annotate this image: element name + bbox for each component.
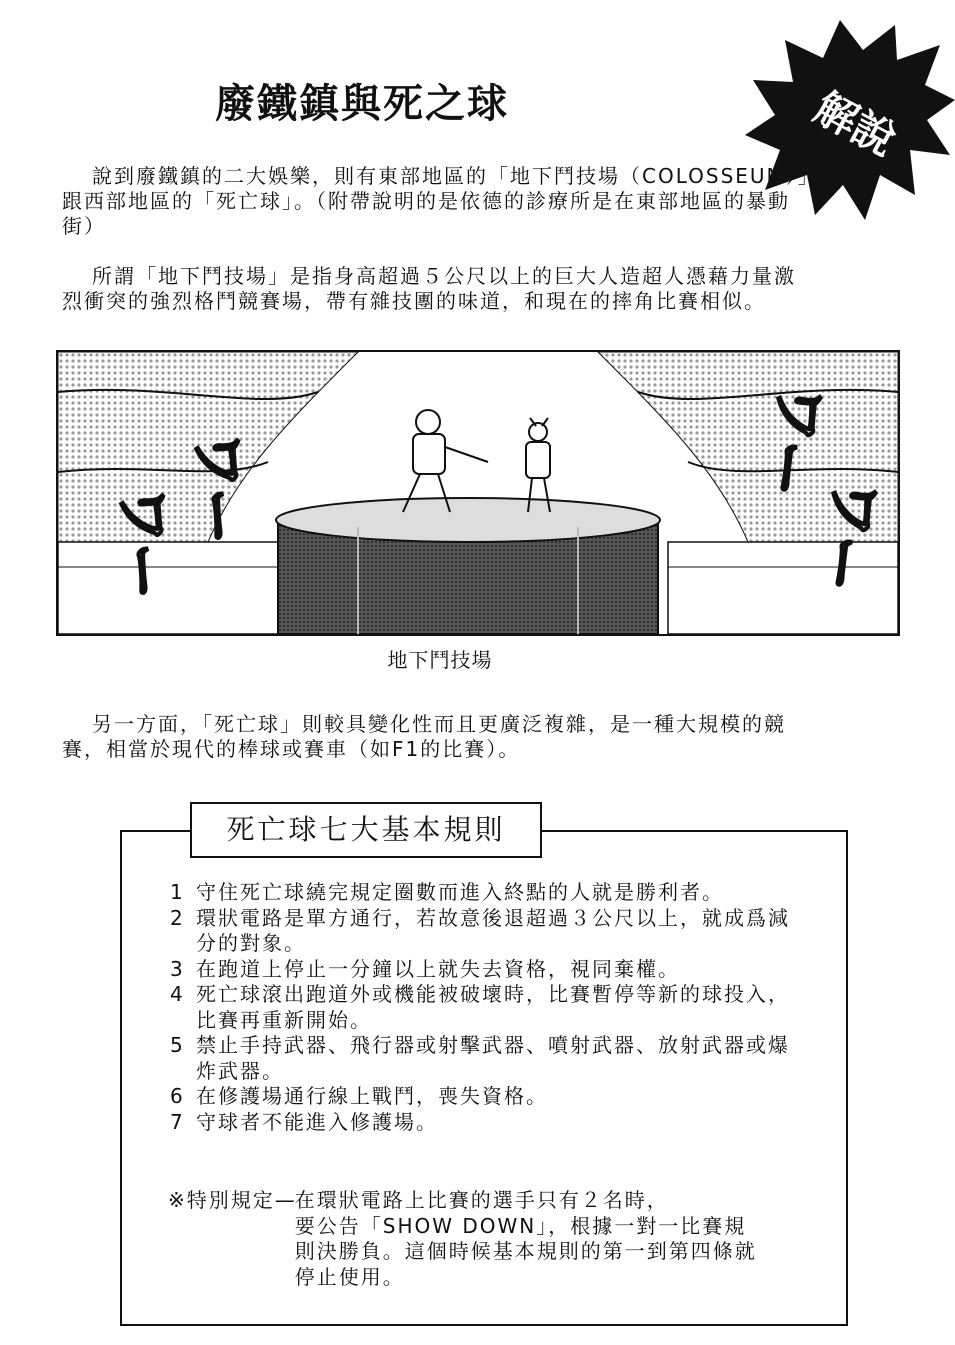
fighter-right bbox=[526, 418, 550, 512]
rule-number: 6 bbox=[170, 1084, 185, 1108]
rule-number: 2 bbox=[170, 905, 185, 930]
rule-item bbox=[170, 880, 810, 906]
rule-text: 環狀電路是單方通行，若故意後退超過３公尺以上，就成爲減分的對象。 bbox=[196, 905, 790, 955]
rule-item bbox=[170, 982, 810, 1033]
deathball-paragraph bbox=[62, 712, 812, 762]
rule-text: 禁止手持武器、飛行器或射擊武器、噴射武器、放射武器或爆炸武器。 bbox=[196, 1033, 790, 1083]
rule-item bbox=[170, 1033, 810, 1084]
special-rule-label: ※特別規定— bbox=[168, 1188, 297, 1212]
sfx-left-1: ワー bbox=[184, 432, 249, 544]
rule-text: 在修護場通行線上戰鬥，喪失資格。 bbox=[196, 1084, 548, 1108]
rule-item bbox=[170, 1084, 810, 1110]
page-title: 廢鐵鎮與死之球 bbox=[215, 81, 509, 127]
rule-number: 4 bbox=[170, 982, 185, 1006]
intro-paragraph-text: 說到廢鐵鎮的二大娛樂，則有東部地區的「地下鬥技場（COLOSSEUM）」跟西部地區的「死亡球」。（附帶說明的是依德的診療所是在東部地區的暴動街） bbox=[62, 164, 810, 238]
illustration-caption: 地下鬥技場 bbox=[387, 648, 493, 672]
special-rule-body bbox=[295, 1188, 765, 1290]
rule-text: 在跑道上停止一分鐘以上就失去資格，視同棄權。 bbox=[196, 956, 680, 981]
rule-item bbox=[170, 1110, 810, 1136]
deathball-paragraph-text: 另一方面，「死亡球」則較具變化性而且更廣泛複雜，是一種大規模的競賽，相當於現代的棒球或賽車（如F1的比賽）。 bbox=[62, 712, 786, 761]
rules-title: 死亡球七大基本規則 bbox=[190, 802, 542, 858]
rule-text: 守住死亡球繞完規定圈數而進入終點的人就是勝利者。 bbox=[196, 880, 724, 904]
tower-top bbox=[276, 498, 660, 542]
rule-item bbox=[170, 906, 810, 957]
badge-text: 解說 bbox=[806, 82, 904, 166]
colosseum-paragraph-text: 所謂「地下鬥技場」是指身高超過５公尺以上的巨大人造超人憑藉力量激烈衝突的強烈格鬥競賽場，帶有雜技團的味道，和現在的摔角比賽相似。 bbox=[62, 264, 796, 313]
sfx-left-2: ワー bbox=[109, 487, 174, 599]
rule-number: 7 bbox=[170, 1109, 185, 1134]
rule-text: 死亡球滾出跑道外或機能被破壞時，比賽暫停等新的球投入，比賽再重新開始。 bbox=[196, 982, 790, 1032]
colosseum-illustration bbox=[56, 350, 900, 636]
rule-item bbox=[170, 957, 810, 983]
rule-number: 3 bbox=[170, 956, 185, 981]
fighter-left bbox=[403, 410, 488, 512]
intro-paragraph bbox=[62, 164, 812, 239]
rule-text: 守球者不能進入修護場。 bbox=[196, 1109, 438, 1134]
special-rule-rest: 要公告「SHOW DOWN」，根據一對一比賽規則決勝負。這個時候基本規則的第一到第四條就停止使用。 bbox=[294, 1213, 757, 1289]
special-rule-first-line: 在環狀電路上比賽的選手只有２名時， bbox=[294, 1188, 669, 1212]
special-rule bbox=[168, 1188, 808, 1290]
sfx-right-2: ワー bbox=[804, 474, 889, 597]
rule-number: 1 bbox=[170, 880, 185, 904]
rule-number: 5 bbox=[170, 1033, 185, 1057]
sfx-right-1: ワー bbox=[749, 379, 834, 502]
colosseum-paragraph bbox=[62, 264, 812, 314]
rules-list bbox=[170, 880, 810, 1135]
